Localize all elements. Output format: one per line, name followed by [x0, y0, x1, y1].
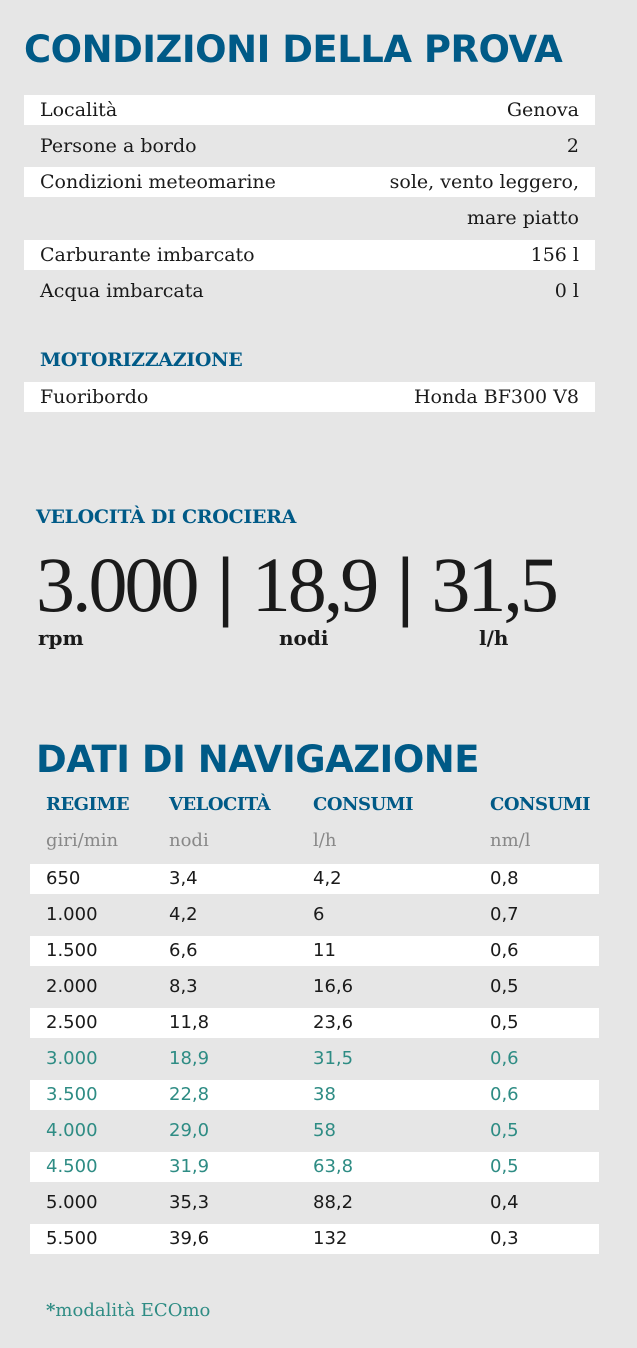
table-cell: 88,2 — [313, 1192, 354, 1213]
table-cell: 2.000 — [46, 976, 98, 997]
conditions-title: CONDIZIONI DELLA PROVA — [24, 28, 563, 71]
condition-label: Località — [40, 99, 118, 121]
table-cell: 58 — [313, 1120, 336, 1141]
table-row — [30, 972, 599, 1002]
condition-label: Carburante imbarcato — [40, 244, 255, 266]
table-cell: 31,9 — [169, 1156, 210, 1177]
table-cell: 11 — [313, 940, 336, 961]
cruise-consumption-unit: l/h — [479, 626, 509, 650]
cruise-rpm-unit: rpm — [38, 626, 84, 650]
table-row — [30, 1224, 599, 1254]
table-cell: 39,6 — [169, 1228, 210, 1249]
table-cell: 650 — [46, 868, 81, 889]
cruise-separator: | — [396, 541, 411, 628]
table-row — [30, 864, 599, 894]
table-cell: 16,6 — [313, 976, 354, 997]
table-cell: 2.500 — [46, 1012, 98, 1033]
motor-label: Fuoribordo — [40, 386, 149, 408]
motor-value: Honda BF300 V8 — [413, 386, 579, 408]
table-cell: 3.500 — [46, 1084, 98, 1105]
condition-value: sole, vento leggero, — [389, 171, 579, 193]
table-row — [30, 1116, 599, 1146]
table-cell: 38 — [313, 1084, 336, 1105]
table-cell: 1.000 — [46, 904, 98, 925]
condition-row-location — [24, 95, 595, 125]
condition-value: 156 l — [530, 244, 579, 266]
table-cell: 5.000 — [46, 1192, 98, 1213]
cruise-rpm: 3.000 — [36, 541, 197, 628]
cruise-consumption: 31,5 — [431, 541, 556, 628]
table-cell: 0,8 — [490, 868, 519, 889]
table-cell: 4,2 — [313, 868, 342, 889]
table-cell: 0,5 — [490, 976, 519, 997]
table-cell: 4.000 — [46, 1120, 98, 1141]
condition-row-water — [24, 276, 595, 306]
table-cell: 5.500 — [46, 1228, 98, 1249]
table-cell: 11,8 — [169, 1012, 210, 1033]
footnote — [46, 1300, 210, 1321]
table-cell: 4,2 — [169, 904, 198, 925]
table-row — [30, 1080, 599, 1110]
table-cell: 63,8 — [313, 1156, 354, 1177]
table-cell: 0,4 — [490, 1192, 519, 1213]
table-cell: 0,5 — [490, 1156, 519, 1177]
table-cell: 0,6 — [490, 1084, 519, 1105]
table-cell: 0,6 — [490, 940, 519, 961]
table-cell: 0,5 — [490, 1012, 519, 1033]
motor-section-label: MOTORIZZAZIONE — [40, 349, 243, 371]
table-cell: 0,6 — [490, 1048, 519, 1069]
table-cell: 23,6 — [313, 1012, 354, 1033]
condition-row-weather — [24, 167, 595, 197]
table-row — [30, 1152, 599, 1182]
table-cell: 6,6 — [169, 940, 198, 961]
table-cell: 4.500 — [46, 1156, 98, 1177]
condition-label: Acqua imbarcata — [40, 280, 204, 302]
condition-value: 0 l — [554, 280, 579, 302]
nav-unit-consumption-nml: nm/l — [490, 830, 531, 851]
cruise-speed-unit: nodi — [279, 626, 329, 650]
condition-label: Condizioni meteomarine — [40, 171, 276, 193]
table-row — [30, 936, 599, 966]
nav-header-consumption-nml: CONSUMI — [490, 794, 590, 815]
table-cell: 29,0 — [169, 1120, 210, 1141]
table-cell: 6 — [313, 904, 325, 925]
table-row — [30, 1008, 599, 1038]
footnote-star: * — [46, 1300, 56, 1321]
table-cell: 8,3 — [169, 976, 198, 997]
nav-unit-regime: giri/min — [46, 830, 119, 851]
motor-row-outboard — [24, 382, 595, 412]
table-cell: 18,9 — [169, 1048, 210, 1069]
table-row — [30, 900, 599, 930]
table-cell: 22,8 — [169, 1084, 210, 1105]
table-cell: 1.500 — [46, 940, 98, 961]
condition-value: Genova — [506, 99, 579, 121]
nav-header-speed: VELOCITÀ — [169, 794, 271, 815]
table-cell: 35,3 — [169, 1192, 210, 1213]
cruise-separator: | — [217, 541, 232, 628]
nav-unit-consumption-lh: l/h — [313, 830, 337, 851]
condition-value-continued: mare piatto — [467, 207, 579, 229]
nav-title: DATI DI NAVIGAZIONE — [36, 738, 480, 781]
table-cell: 0,7 — [490, 904, 519, 925]
footnote-text: modalità ECOmo — [55, 1300, 211, 1321]
table-cell: 3.000 — [46, 1048, 98, 1069]
nav-unit-speed: nodi — [169, 830, 209, 851]
condition-row-weather-cont — [24, 203, 595, 233]
condition-label: Persone a bordo — [40, 135, 197, 157]
table-row — [30, 1044, 599, 1074]
table-cell: 132 — [313, 1228, 348, 1249]
nav-header-regime: REGIME — [46, 794, 130, 815]
table-cell: 3,4 — [169, 868, 198, 889]
table-cell: 31,5 — [313, 1048, 354, 1069]
cruise-section-label: VELOCITÀ DI CROCIERA — [36, 506, 297, 528]
condition-value: 2 — [566, 135, 579, 157]
nav-header-consumption-lh: CONSUMI — [313, 794, 413, 815]
table-cell: 0,3 — [490, 1228, 519, 1249]
table-cell: 0,5 — [490, 1120, 519, 1141]
cruise-figures — [36, 540, 556, 630]
condition-row-fuel — [24, 240, 595, 270]
condition-row-people — [24, 131, 595, 161]
cruise-speed: 18,9 — [251, 541, 377, 628]
table-row — [30, 1188, 599, 1218]
